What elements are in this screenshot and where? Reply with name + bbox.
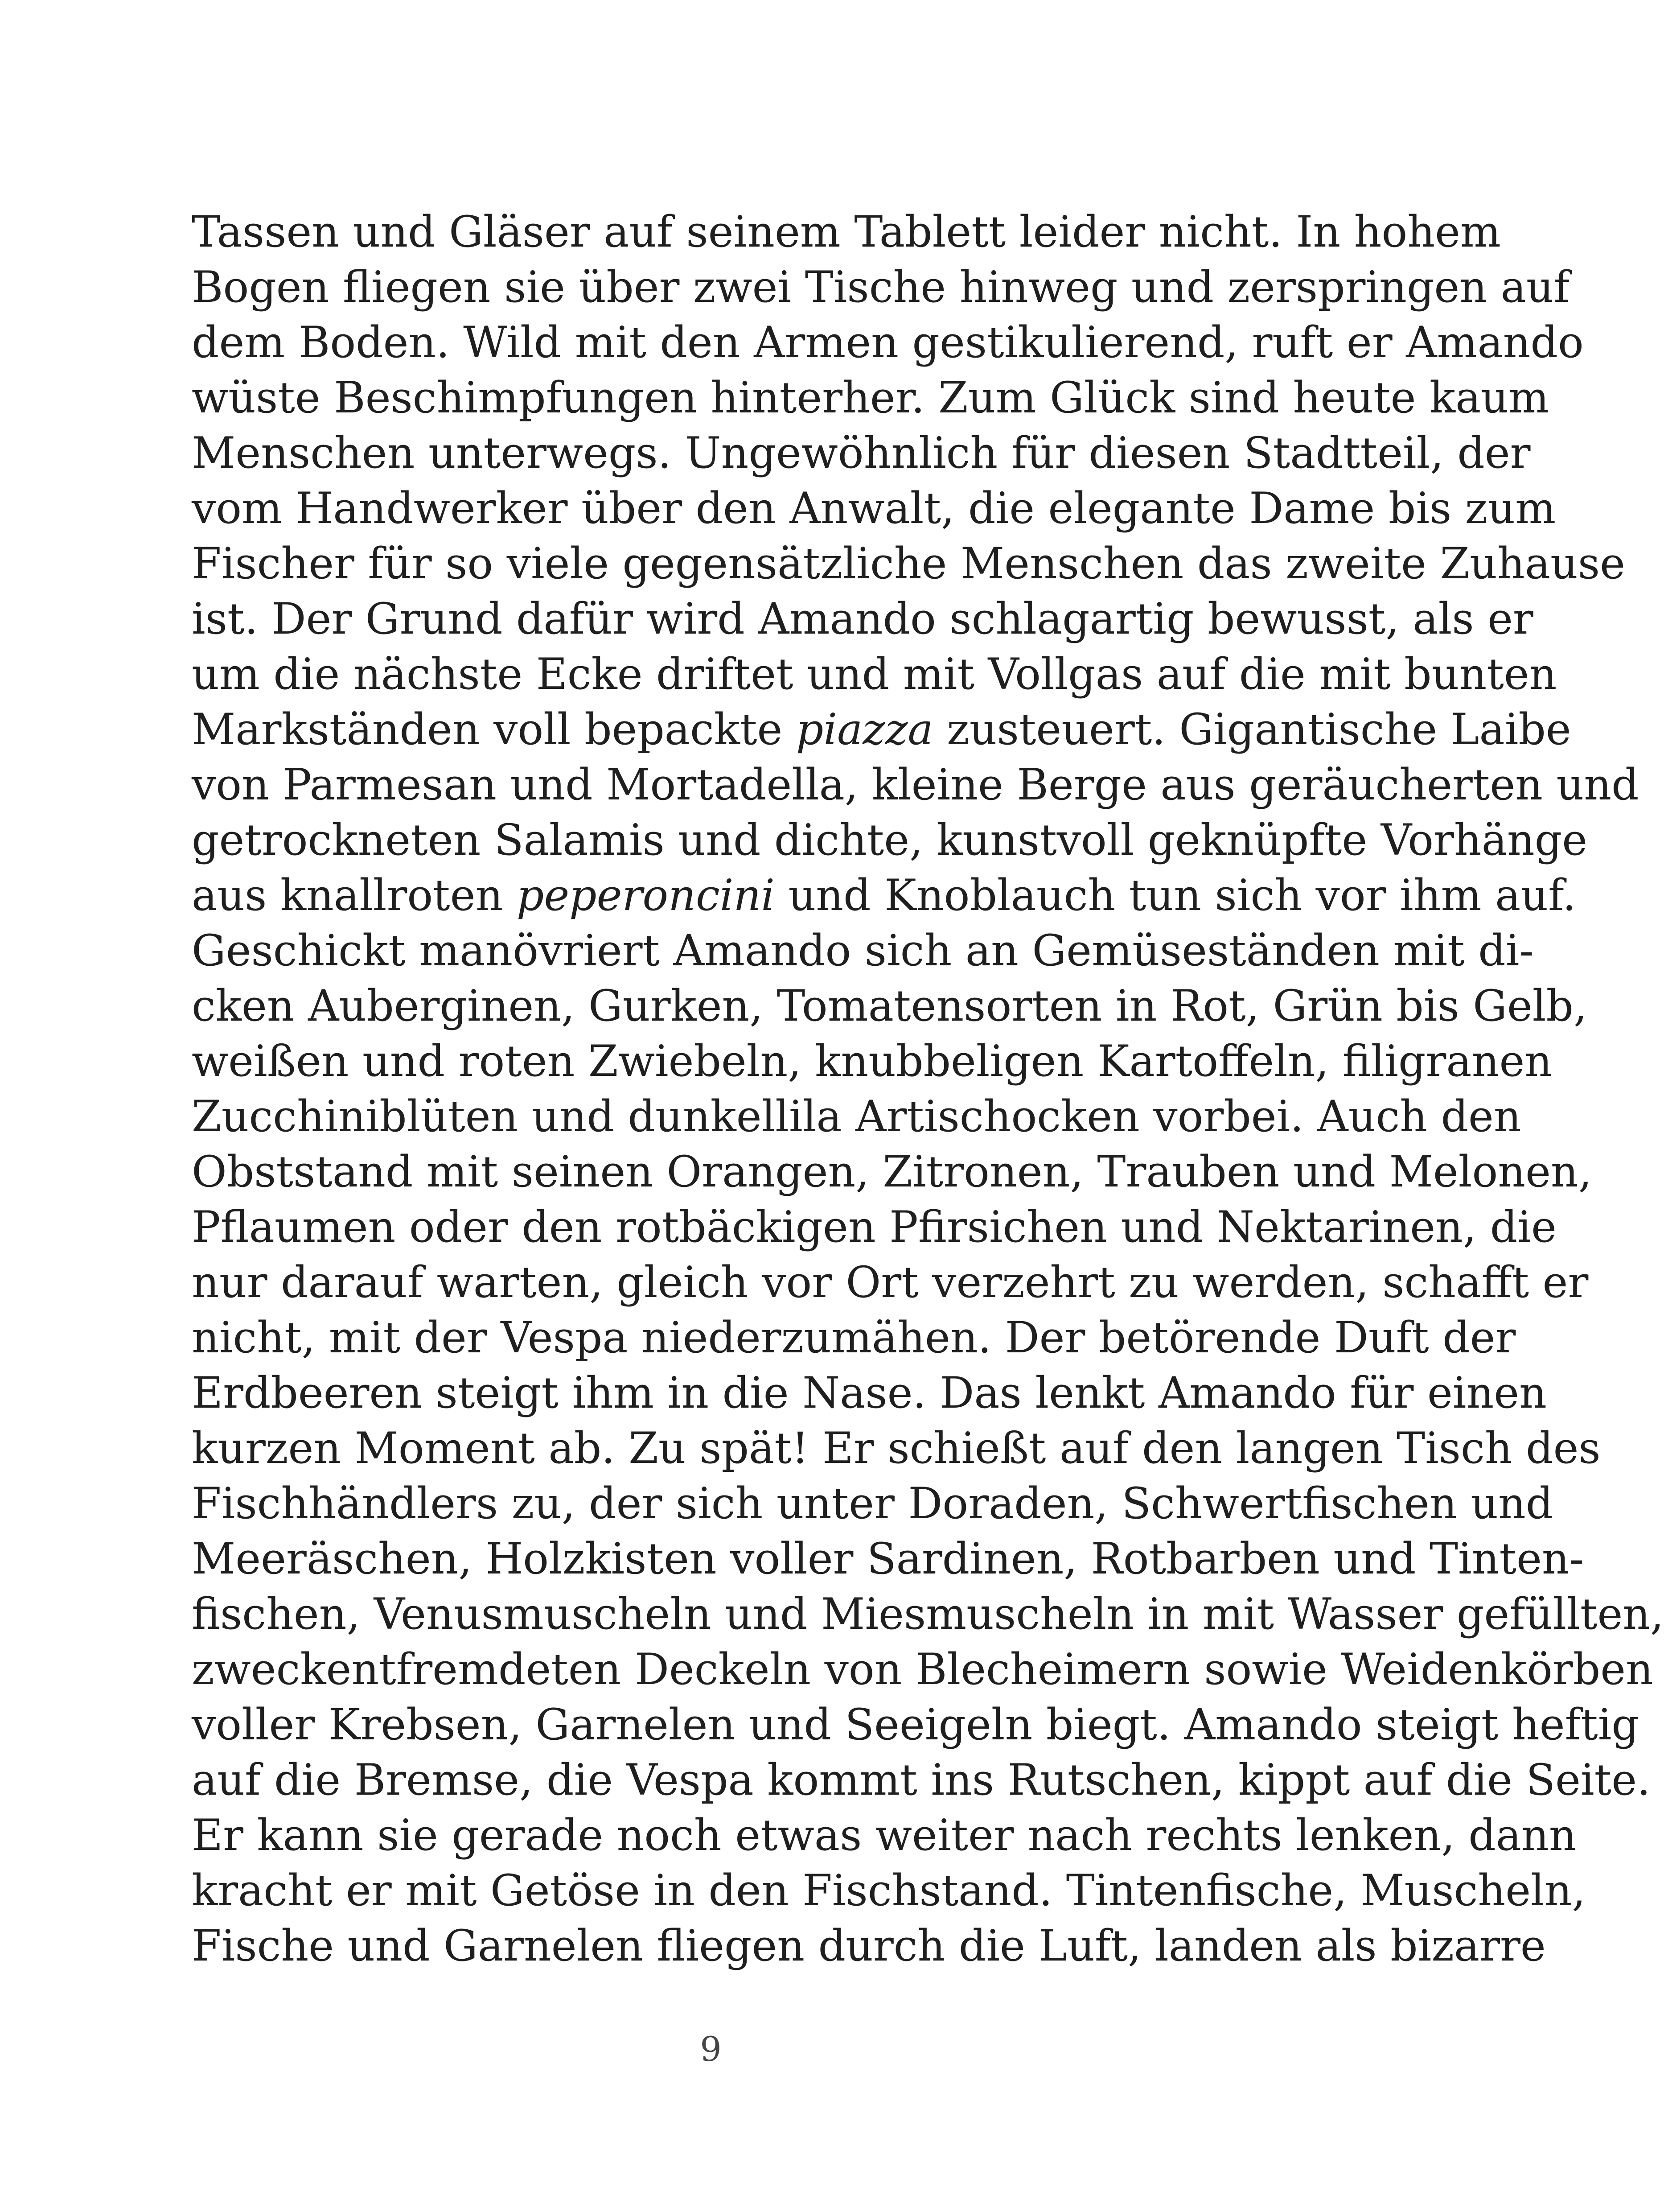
text-line: Geschickt manövriert Amando sich an Gemüseständen mit di- — [192, 926, 1534, 976]
text-line-with-italic — [192, 702, 1571, 757]
text-line: wüste Beschimpfungen hinterher. Zum Glück sind heute kaum — [192, 373, 1549, 423]
text-line: um die nächste Ecke driftet und mit Vollgas auf die mit bunten — [192, 649, 1557, 699]
page-number: 9 — [700, 2029, 722, 2069]
text-line: kurzen Moment ab. Zu spät! Er schießt auf den langen Tisch des — [192, 1423, 1601, 1473]
text-line: Erdbeeren steigt ihm in die Nase. Das lenkt Amando für einen — [192, 1368, 1547, 1418]
text-line-with-italic — [192, 868, 1576, 923]
text-line: Obststand mit seinen Orangen, Zitronen, Trauben und Melonen, — [192, 1147, 1592, 1197]
italic-word-piazza: piazza — [796, 704, 933, 754]
text-line: fischen, Venusmuscheln und Miesmuscheln in mit Wasser gefüllten, — [192, 1589, 1664, 1639]
text-line: Meeräschen, Holzkisten voller Sardinen, Rotbarben und Tinten- — [192, 1534, 1584, 1584]
text-line: Pflaumen oder den rotbäckigen Pfirsichen und Nektarinen, die — [192, 1202, 1557, 1252]
text-segment: zusteuert. Gigantische Laibe — [933, 704, 1571, 754]
text-line: Er kann sie gerade noch etwas weiter nach rechts lenken, dann — [192, 1810, 1577, 1860]
italic-word-peperoncini: peperoncini — [516, 870, 775, 920]
text-line: Fische und Garnelen fliegen durch die Luft, landen als bizarre — [192, 1921, 1546, 1971]
text-line: dem Boden. Wild mit den Armen gestikulierend, ruft er Amando — [192, 317, 1584, 367]
text-line: nur darauf warten, gleich vor Ort verzehrt zu werden, schafft er — [192, 1257, 1589, 1307]
text-line: Bogen fliegen sie über zwei Tische hinweg und zerspringen auf — [192, 262, 1570, 312]
text-line: nicht, mit der Vespa niederzumähen. Der betörende Duft der — [192, 1313, 1516, 1363]
text-line: ist. Der Grund dafür wird Amando schlagartig bewusst, als er — [192, 594, 1533, 644]
text-line: Fischhändlers zu, der sich unter Doraden, Schwertfischen und — [192, 1479, 1553, 1528]
text-line: Fischer für so viele gegensätzliche Menschen das zweite Zuhause — [192, 539, 1625, 589]
text-segment: Markständen voll bepackte — [192, 704, 796, 754]
text-line: getrockneten Salamis und dichte, kunstvoll geknüpfte Vorhänge — [192, 815, 1588, 865]
text-line: vom Handwerker über den Anwalt, die elegante Dame bis zum — [192, 483, 1556, 533]
text-line: Zucchiniblüten und dunkellila Artischocken vorbei. Auch den — [192, 1092, 1521, 1141]
text-line: voller Krebsen, Garnelen und Seeigeln biegt. Amando steigt heftig — [192, 1700, 1639, 1750]
body-text — [192, 204, 1664, 1973]
text-line: cken Auberginen, Gurken, Tomatensorten in Rot, Grün bis Gelb, — [192, 981, 1587, 1031]
text-segment: aus knallroten — [192, 870, 517, 920]
text-segment: und Knoblauch tun sich vor ihm auf. — [774, 870, 1576, 920]
text-line: von Parmesan und Mortadella, kleine Berge aus geräucherten und — [192, 760, 1639, 810]
text-line: kracht er mit Getöse in den Fischstand. Tintenfische, Muscheln, — [192, 1866, 1586, 1915]
text-line: weißen und roten Zwiebeln, knubbeligen Kartoffeln, filigranen — [192, 1036, 1553, 1086]
text-line: Tassen und Gläser auf seinem Tablett leider nicht. In hohem — [192, 207, 1501, 257]
text-line: Menschen unterwegs. Ungewöhnlich für diesen Stadtteil, der — [192, 428, 1531, 478]
text-line: auf die Bremse, die Vespa kommt ins Rutschen, kippt auf die Seite. — [192, 1755, 1651, 1805]
text-line: zweckentfremdeten Deckeln von Blecheimern sowie Weidenkörben — [192, 1644, 1653, 1694]
